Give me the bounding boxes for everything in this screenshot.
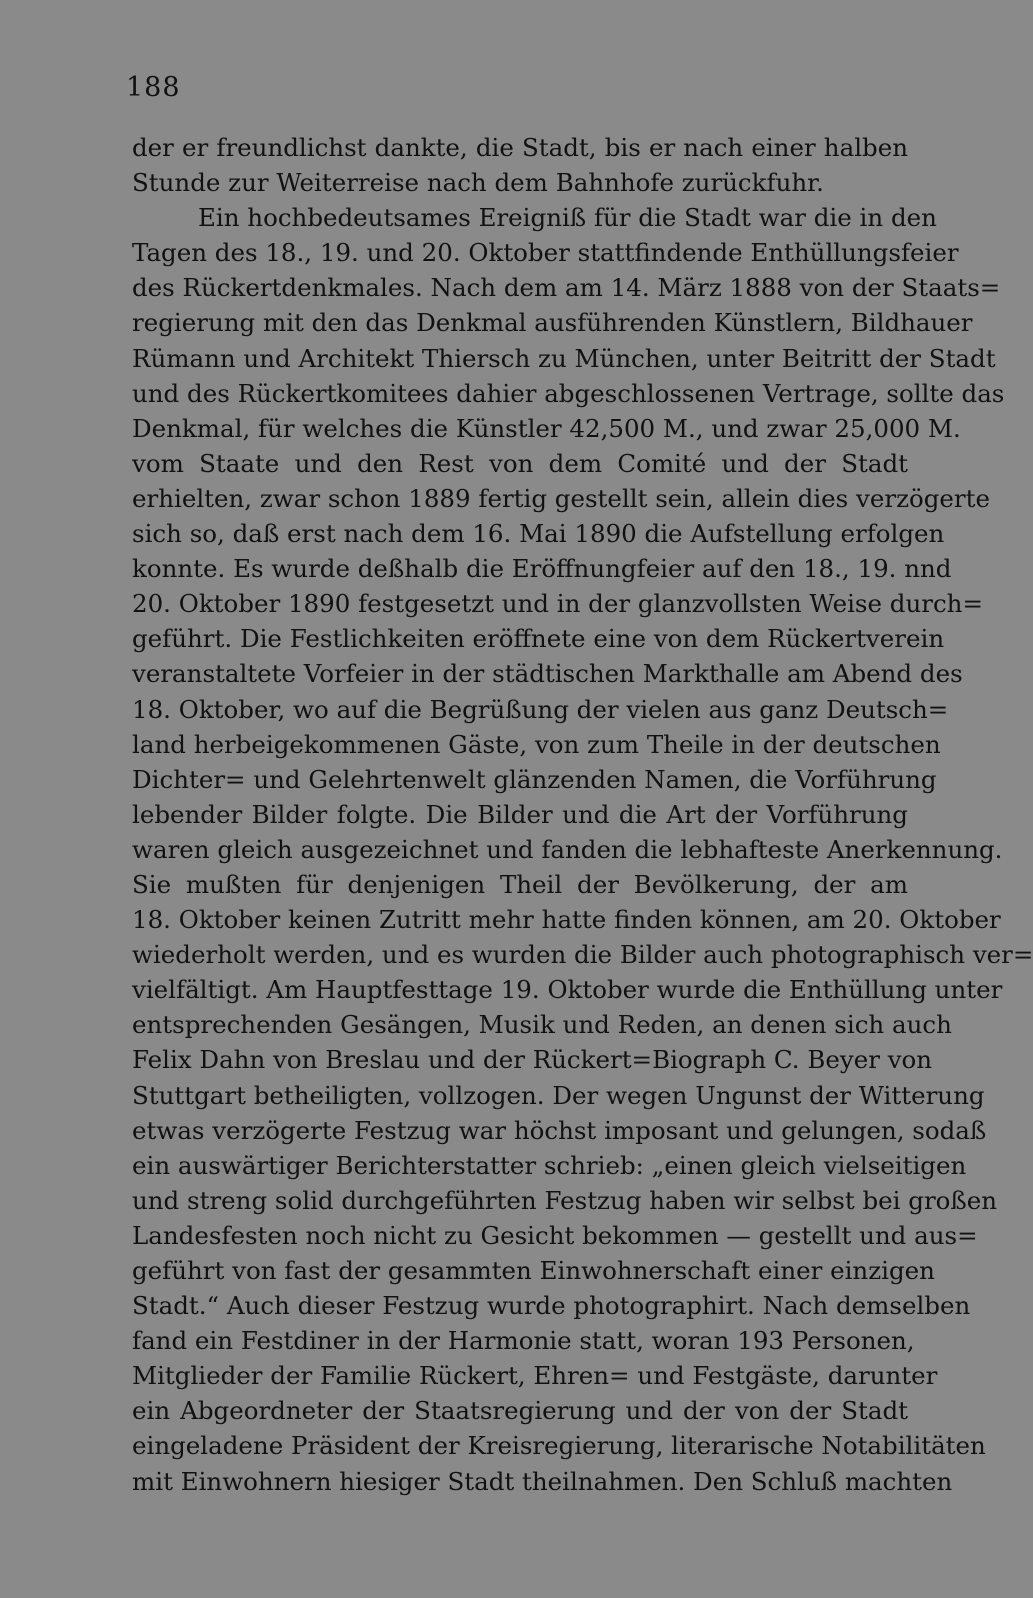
text-line: mit Einwohnern hiesiger Stadt theilnahmen. Den Schluß machten [132, 1466, 953, 1496]
text-line: vom Staate und den Rest von dem Comité und der Stadt [132, 448, 908, 478]
text-line: Denkmal, für welches die Künstler 42,500 M., und zwar 25,000 M. [132, 413, 961, 443]
text-line: wiederholt werden, und es wurden die Bilder auch photographisch ver= [132, 940, 1033, 970]
text-line: 20. Oktober 1890 festgesetzt und in der glanzvollsten Weise durch= [132, 589, 983, 619]
text-line: land herbeigekommenen Gäste, von zum Theile in der deutschen [132, 729, 941, 759]
text-line: Landesfesten noch nicht zu Gesicht bekommen — gestellt und aus= [132, 1220, 978, 1250]
text-line: Tagen des 18., 19. und 20. Oktober stattfindende Enthüllungsfeier [132, 238, 959, 268]
text-line: regierung mit den das Denkmal ausführenden Künstlern, Bildhauer [132, 308, 973, 338]
text-line: konnte. Es wurde deßhalb die Eröffnungfeier auf den 18., 19. nnd [132, 554, 952, 584]
text-line: Stuttgart betheiligten, vollzogen. Der wegen Ungunst der Witterung [132, 1080, 985, 1110]
text-line: entsprechenden Gesängen, Musik und Reden, an denen sich auch [132, 1010, 952, 1040]
body-text [132, 130, 1033, 1499]
text-line: Rümann und Architekt Thiersch zu München, unter Beitritt der Stadt [132, 343, 996, 373]
text-line: sich so, daß erst nach dem 16. Mai 1890 die Aufstellung erfolgen [132, 519, 945, 549]
text-line: eingeladene Präsident der Kreisregierung, literarische Notabilitäten [132, 1431, 986, 1461]
text-line: fand ein Festdiner in der Harmonie statt, woran 193 Personen, [132, 1326, 915, 1356]
text-line: der er freundlichst dankte, die Stadt, bis er nach einer halben [132, 133, 908, 162]
text-line: ein Abgeordneter der Staatsregierung und der von der Stadt [132, 1396, 908, 1426]
text-line: 18. Oktober, wo auf die Begrüßung der vielen aus ganz Deutsch= [132, 694, 949, 724]
text-line: Sie mußten für denjenigen Theil der Bevölkerung, der am [132, 869, 908, 899]
text-line: und des Rückertkomitees dahier abgeschlossenen Vertrage, sollte das [132, 378, 1005, 408]
text-line: geführt von fast der gesammten Einwohnerschaft einer einzigen [132, 1256, 935, 1285]
text-line: geführt. Die Festlichkeiten eröffnete eine von dem Rückertverein [132, 624, 945, 654]
text-line: erhielten, zwar schon 1889 fertig gestellt sein, allein dies verzögerte [132, 483, 990, 513]
text-line: lebender Bilder folgte. Die Bilder und die Art der Vorführung [132, 799, 908, 829]
text-line: Felix Dahn von Breslau und der Rückert=Biograph C. Beyer von [132, 1045, 933, 1075]
text-line: Dichter= und Gelehrtenwelt glänzenden Namen, die Vorführung [132, 764, 937, 794]
text-line: und streng solid durchgeführten Festzug haben wir selbst bei großen [132, 1185, 998, 1215]
text-line: 18. Oktober keinen Zutritt mehr hatte finden können, am 20. Oktober [132, 905, 1001, 935]
text-line: Ein hochbedeutsames Ereigniß für die Stadt war die in den [198, 203, 937, 233]
text-line: des Rückertdenkmales. Nach dem am 14. März 1888 von der Staats= [132, 273, 1001, 303]
text-line: Stunde zur Weiterreise nach dem Bahnhofe zurückfuhr. [132, 168, 824, 198]
text-line: Stadt.“ Auch dieser Festzug wurde photographirt. Nach demselben [132, 1291, 971, 1321]
text-line: ein auswärtiger Berichterstatter schrieb: „einen gleich vielseitigen [132, 1150, 967, 1180]
text-line: Mitglieder der Familie Rückert, Ehren= und Festgäste, darunter [132, 1361, 938, 1391]
page-number: 188 [126, 72, 181, 103]
text-line: veranstaltete Vorfeier in der städtischen Markthalle am Abend des [132, 659, 963, 689]
text-line: etwas verzögerte Festzug war höchst imposant und gelungen, sodaß [132, 1115, 987, 1145]
text-line: vielfältigt. Am Hauptfesttage 19. Oktober wurde die Enthüllung unter [132, 975, 1003, 1005]
text-line: waren gleich ausgezeichnet und fanden die lebhafteste Anerkennung. [132, 834, 1003, 864]
